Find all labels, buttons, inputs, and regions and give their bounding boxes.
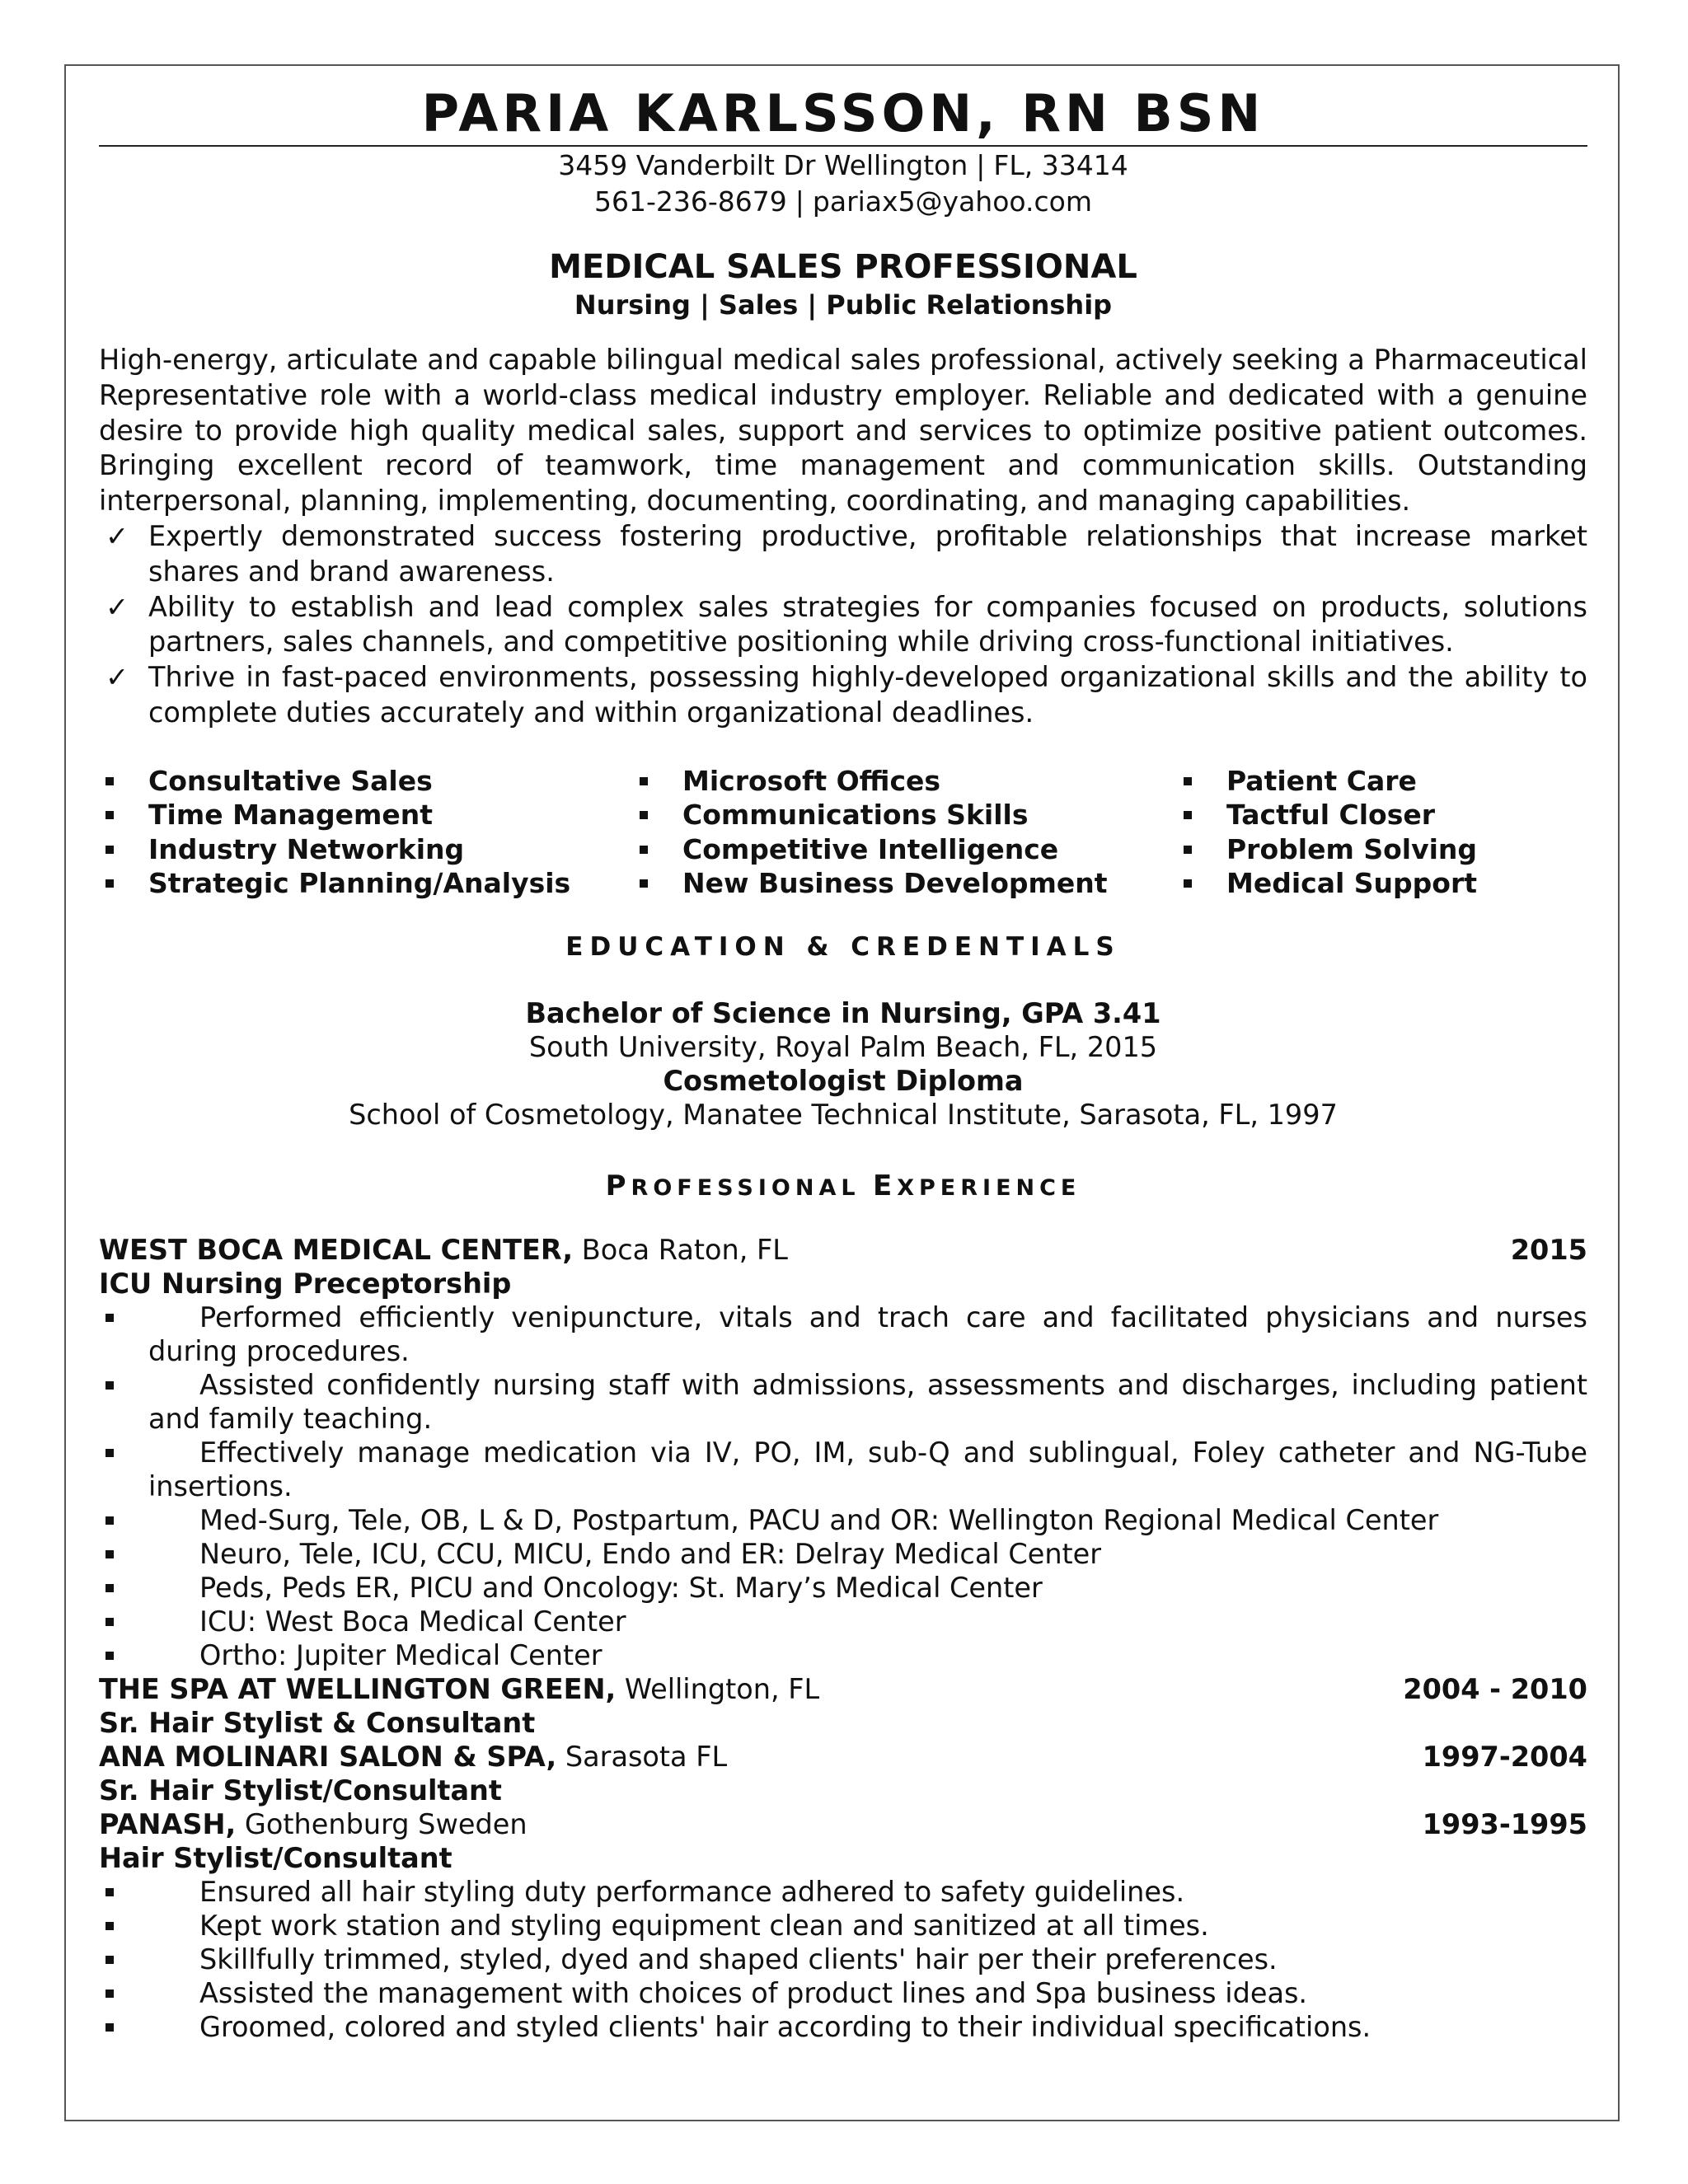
square-bullet-icon bbox=[106, 1381, 114, 1390]
job-bullet: Assisted confidently nursing staff with admissions, assessments and discharges, including patient and family teaching. bbox=[99, 1368, 1587, 1436]
square-bullet-icon bbox=[640, 846, 648, 854]
phone-number: 561-236-8679 bbox=[594, 185, 787, 218]
square-bullet-icon bbox=[106, 879, 114, 888]
skill-item: Strategic Planning/Analysis bbox=[99, 866, 633, 901]
address-separator: | bbox=[976, 149, 986, 181]
job-bullet: Effectively manage medication via IV, PO, IM, sub-Q and sublingual, Foley catheter and NG-Tube insertions. bbox=[99, 1436, 1587, 1503]
skill-item: Patient Care bbox=[1177, 764, 1587, 799]
square-bullet-icon bbox=[106, 1584, 114, 1592]
square-bullet-icon bbox=[640, 879, 648, 888]
headline-subtitle: Nursing | Sales | Public Relationship bbox=[574, 289, 1113, 321]
company-name: ANA MOLINARI SALON & SPA, bbox=[99, 1740, 557, 1773]
square-bullet-icon bbox=[106, 1922, 114, 1930]
square-bullet-icon bbox=[106, 1449, 114, 1457]
skill-item: New Business Development bbox=[633, 866, 1177, 901]
checkmark-icon: ✓ bbox=[106, 519, 129, 552]
job-role: Sr. Hair Stylist/Consultant bbox=[99, 1774, 502, 1807]
square-bullet-icon bbox=[106, 1888, 114, 1896]
skill-item: Tactful Closer bbox=[1177, 798, 1587, 832]
resume bbox=[99, 82, 1587, 2044]
check-item: ✓ Expertly demonstrated success fostering productive, profitable relationships that increase market shares and brand awareness. bbox=[106, 519, 1587, 588]
company-name: WEST BOCA MEDICAL CENTER, bbox=[99, 1233, 574, 1266]
skills-column-1 bbox=[99, 764, 633, 901]
street-address: 3459 Vanderbilt Dr Wellington bbox=[558, 149, 968, 181]
contact-separator: | bbox=[795, 185, 804, 218]
education-block bbox=[99, 996, 1587, 1132]
headline-title: MEDICAL SALES PROFESSIONAL bbox=[549, 248, 1137, 286]
job-bullet: Neuro, Tele, ICU, CCU, MICU, Endo and ER: Delray Medical Center bbox=[99, 1537, 1587, 1571]
company-name: PANASH, bbox=[99, 1807, 237, 1840]
job-bullet: Peds, Peds ER, PICU and Oncology: St. Mary’s Medical Center bbox=[99, 1571, 1587, 1605]
school-south-university: South University, Royal Palm Beach, FL, 2015 bbox=[528, 1030, 1158, 1063]
square-bullet-icon bbox=[106, 1990, 114, 1998]
skills-grid bbox=[99, 764, 1587, 901]
job-location: Gothenburg Sweden bbox=[244, 1807, 528, 1840]
square-bullet-icon bbox=[106, 1956, 114, 1964]
check-item: ✓ Ability to establish and lead complex sales strategies for companies focused on products, solutions partners, sales channels, and competitive positioning while driving cross-functional initiatives. bbox=[106, 590, 1587, 658]
checkmark-icon: ✓ bbox=[106, 590, 129, 623]
summary-paragraph: High-energy, articulate and capable bilingual medical sales professional, actively seeking a Pharmaceutical Representative role with a world-class medical industry employer. Reliable and dedicated with a genuine desire to provide high quality medical sales, support and services to optimize positive patient outcomes. Bringing excellent record of teamwork, time management and communication skills. Outstanding interpersonal, planning, implementing, documenting, coordinating, and managing capabilities. bbox=[99, 344, 1587, 518]
company-name: THE SPA AT WELLINGTON GREEN, bbox=[99, 1672, 617, 1705]
job-years: 1993-1995 bbox=[1422, 1807, 1587, 1840]
job-role: Hair Stylist/Consultant bbox=[99, 1841, 452, 1874]
square-bullet-icon bbox=[106, 846, 114, 854]
job-years: 2004 - 2010 bbox=[1403, 1672, 1587, 1705]
skill-item: Communications Skills bbox=[633, 798, 1177, 832]
square-bullet-icon bbox=[106, 2023, 114, 2032]
job-header bbox=[99, 1740, 1587, 1774]
square-bullet-icon bbox=[1184, 846, 1192, 854]
job-years: 1997-2004 bbox=[1422, 1740, 1587, 1773]
skill-item: Microsoft Offices bbox=[633, 764, 1177, 799]
job-bullet: Skillfully trimmed, styled, dyed and shaped clients' hair per their preferences. bbox=[99, 1943, 1587, 1976]
job-location: Sarasota FL bbox=[565, 1740, 728, 1773]
school-cosmetology: School of Cosmetology, Manatee Technical Institute, Sarasota, FL, 1997 bbox=[349, 1098, 1338, 1131]
job-bullet: Kept work station and styling equipment clean and sanitized at all times. bbox=[99, 1909, 1587, 1943]
experience-heading: PROFESSIONAL EXPERIENCE bbox=[605, 1169, 1081, 1202]
experience-list bbox=[99, 1233, 1587, 2044]
job-header bbox=[99, 1807, 1587, 1841]
contact-phone-line bbox=[99, 185, 1587, 219]
skill-item: Problem Solving bbox=[1177, 832, 1587, 867]
square-bullet-icon bbox=[640, 811, 648, 819]
candidate-name: PARIA KARLSSON, RN BSN bbox=[421, 83, 1265, 143]
skill-item: Industry Networking bbox=[99, 832, 633, 867]
job-location: Wellington, FL bbox=[624, 1672, 820, 1705]
square-bullet-icon bbox=[106, 1314, 114, 1322]
job-header bbox=[99, 1233, 1587, 1267]
square-bullet-icon bbox=[1184, 879, 1192, 888]
square-bullet-icon bbox=[640, 777, 648, 785]
job-bullet: Performed efficiently venipuncture, vitals and trach care and facilitated physicians and nurses during procedures. bbox=[99, 1301, 1587, 1368]
summary-checklist bbox=[99, 519, 1587, 731]
square-bullet-icon bbox=[106, 777, 114, 785]
education-heading: EDUCATION & CREDENTIALS bbox=[565, 931, 1121, 962]
job-header bbox=[99, 1672, 1587, 1706]
skill-item: Consultative Sales bbox=[99, 764, 633, 799]
job-bullet: Groomed, colored and styled clients' hair according to their individual specifications. bbox=[99, 2010, 1587, 2044]
square-bullet-icon bbox=[106, 811, 114, 819]
job-role: ICU Nursing Preceptorship bbox=[99, 1267, 512, 1300]
job-location: Boca Raton, FL bbox=[581, 1233, 788, 1266]
square-bullet-icon bbox=[106, 1550, 114, 1558]
square-bullet-icon bbox=[106, 1618, 114, 1626]
check-item: ✓ Thrive in fast-paced environments, possessing highly-developed organizational skills and the ability to complete duties accurately and within organizational deadlines. bbox=[106, 661, 1587, 729]
job-bullet: ICU: West Boca Medical Center bbox=[99, 1605, 1587, 1638]
job-bullet: Med-Surg, Tele, OB, L & D, Postpartum, PACU and OR: Wellington Regional Medical Center bbox=[99, 1503, 1587, 1537]
skills-column-3 bbox=[1177, 764, 1587, 901]
city-state-zip: FL, 33414 bbox=[993, 149, 1128, 181]
square-bullet-icon bbox=[1184, 811, 1192, 819]
job-bullet: Ensured all hair styling duty performance adhered to safety guidelines. bbox=[99, 1875, 1587, 1909]
skills-column-2 bbox=[633, 764, 1177, 901]
job-years: 2015 bbox=[1510, 1233, 1587, 1266]
skill-item: Time Management bbox=[99, 798, 633, 832]
checkmark-icon: ✓ bbox=[106, 661, 129, 694]
degree-nursing: Bachelor of Science in Nursing, GPA 3.41 bbox=[525, 996, 1161, 1029]
skill-item: Competitive Intelligence bbox=[633, 832, 1177, 867]
square-bullet-icon bbox=[1184, 777, 1192, 785]
job-bullet: Ortho: Jupiter Medical Center bbox=[99, 1638, 1587, 1672]
job-bullet: Assisted the management with choices of product lines and Spa business ideas. bbox=[99, 1976, 1587, 2010]
degree-cosmetology: Cosmetologist Diploma bbox=[663, 1064, 1024, 1097]
name-divider bbox=[99, 145, 1587, 147]
email-address: pariax5@yahoo.com bbox=[812, 185, 1092, 218]
skill-item: Medical Support bbox=[1177, 866, 1587, 901]
job-role: Sr. Hair Stylist & Consultant bbox=[99, 1706, 536, 1739]
square-bullet-icon bbox=[106, 1516, 114, 1525]
square-bullet-icon bbox=[106, 1652, 114, 1660]
contact-address-line bbox=[99, 148, 1587, 183]
